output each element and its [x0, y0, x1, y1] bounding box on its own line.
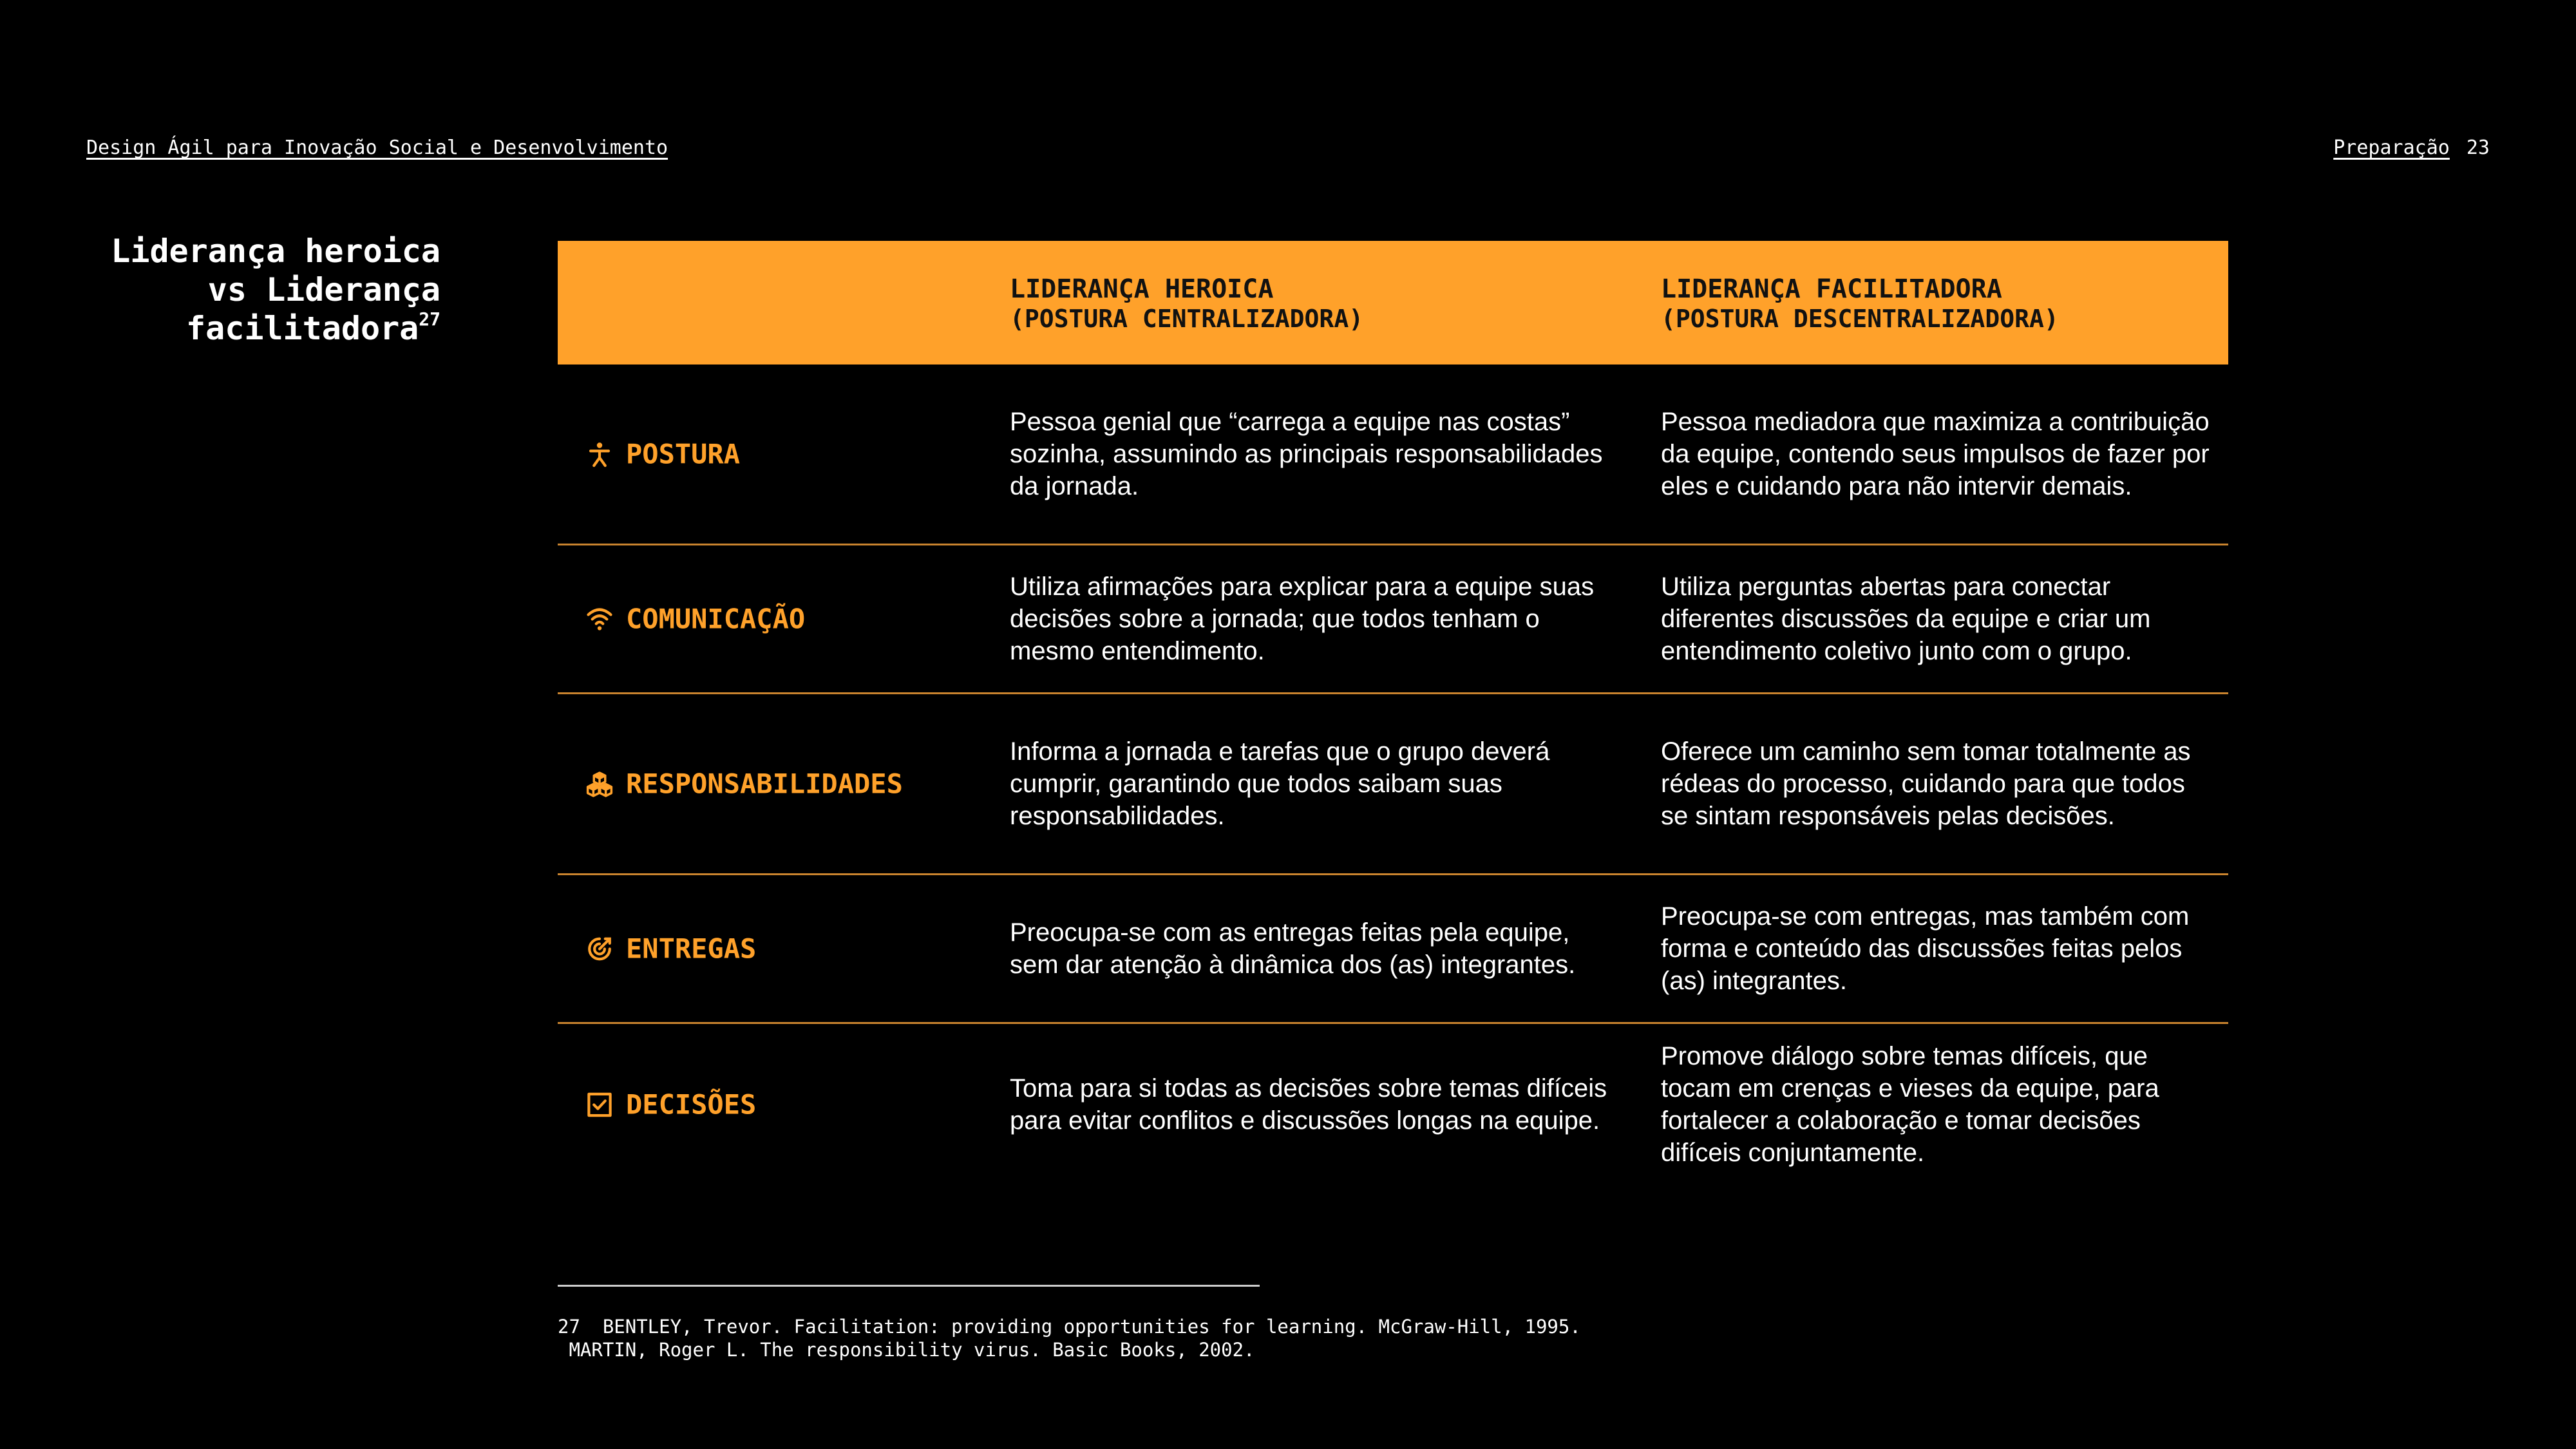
- heroic-cell: Toma para si todas as decisões sobre temas difíceis para evitar conflitos e discussões longas na equipe.: [1010, 1074, 1607, 1135]
- heroic-cell: Pessoa genial que “carrega a equipe nas costas” sozinha, assumindo as principais responsabilidades da jornada.: [1010, 408, 1603, 500]
- checkbox-icon: [586, 1091, 613, 1118]
- table-row: [558, 875, 2228, 1024]
- row-label-text: ENTREGAS: [626, 933, 757, 965]
- column-header-heroic: [1010, 274, 1363, 334]
- row-label-text: DECISÕES: [626, 1088, 757, 1121]
- heroic-cell: Preocupa-se com as entregas feitas pela equipe, sem dar atenção à dinâmica dos (as) integrantes.: [1010, 918, 1576, 979]
- column-subtitle: (POSTURA DESCENTRALIZADORA): [1661, 305, 2059, 333]
- facilitator-cell: Promove diálogo sobre temas difíceis, que tocam em crenças e vieses da equipe, para fortalecer a colaboração e tomar decisões difíceis conjuntamente.: [1661, 1042, 2159, 1167]
- slide-title-line3: facilitadora: [186, 310, 419, 347]
- column-title: LIDERANÇA HEROICA: [1010, 274, 1274, 304]
- slide-title: [77, 232, 440, 348]
- row-label: [586, 439, 740, 470]
- row-label-text: POSTURA: [626, 438, 741, 470]
- target-icon: [586, 935, 613, 962]
- table-row: [558, 365, 2228, 545]
- page-number: 23: [2466, 137, 2490, 159]
- row-label-text: COMUNICAÇÃO: [626, 603, 806, 635]
- page-header-right: [2333, 137, 2490, 159]
- footnote-divider: [558, 1285, 1260, 1287]
- column-title: LIDERANÇA FACILITADORA: [1661, 274, 2002, 304]
- slide-title-line2: vs Liderança: [207, 271, 440, 308]
- row-label: [586, 603, 805, 635]
- comparison-table: [558, 241, 2228, 1185]
- table-row: [558, 545, 2228, 694]
- cubes-icon: [586, 770, 613, 797]
- signal-icon: [586, 605, 613, 632]
- facilitator-cell: Pessoa mediadora que maximiza a contribuição da equipe, contendo seus impulsos de fazer por eles e cuidando para não intervir demais.: [1661, 408, 2210, 500]
- table-header: [558, 241, 2228, 365]
- footnote-reference: 27: [419, 308, 440, 330]
- column-header-facilitator: [1661, 274, 2059, 334]
- footnote-line: 27 BENTLEY, Trevor. Facilitation: providing opportunities for learning. McGraw-Hill, 1995.: [558, 1316, 1581, 1338]
- heroic-cell: Utiliza afirmações para explicar para a equipe suas decisões sobre a jornada; que todos tenham o mesmo entendimento.: [1010, 573, 1595, 665]
- table-row: [558, 694, 2228, 875]
- row-label: [586, 1089, 756, 1121]
- running-title: Design Ágil para Inovação Social e Desenvolvimento: [86, 137, 668, 159]
- footnote-line: MARTIN, Roger L. The responsibility virus. Basic Books, 2002.: [558, 1339, 1255, 1361]
- row-label-text: RESPONSABILIDADES: [626, 768, 903, 800]
- footnote: [558, 1315, 1581, 1361]
- heroic-cell: Informa a jornada e tarefas que o grupo deverá cumprir, garantindo que todos saibam suas responsabilidades.: [1010, 737, 1550, 830]
- facilitator-cell: Utiliza perguntas abertas para conectar diferentes discussões da equipe e criar um entendimento coletivo junto com o grupo.: [1661, 573, 2151, 665]
- section-name: Preparação: [2333, 137, 2450, 159]
- table-row: [558, 1024, 2228, 1185]
- slide-title-line1: Liderança heroica: [111, 232, 440, 270]
- person-icon: [586, 440, 613, 468]
- row-label: [586, 768, 903, 800]
- facilitator-cell: Preocupa-se com entregas, mas também com forma e conteúdo das discussões feitas pelos (as) integrantes.: [1661, 902, 2190, 995]
- column-subtitle: (POSTURA CENTRALIZADORA): [1010, 305, 1364, 333]
- facilitator-cell: Oferece um caminho sem tomar totalmente as rédeas do processo, cuidando para que todos se sintam responsáveis pelas decisões.: [1661, 737, 2191, 830]
- row-label: [586, 933, 756, 965]
